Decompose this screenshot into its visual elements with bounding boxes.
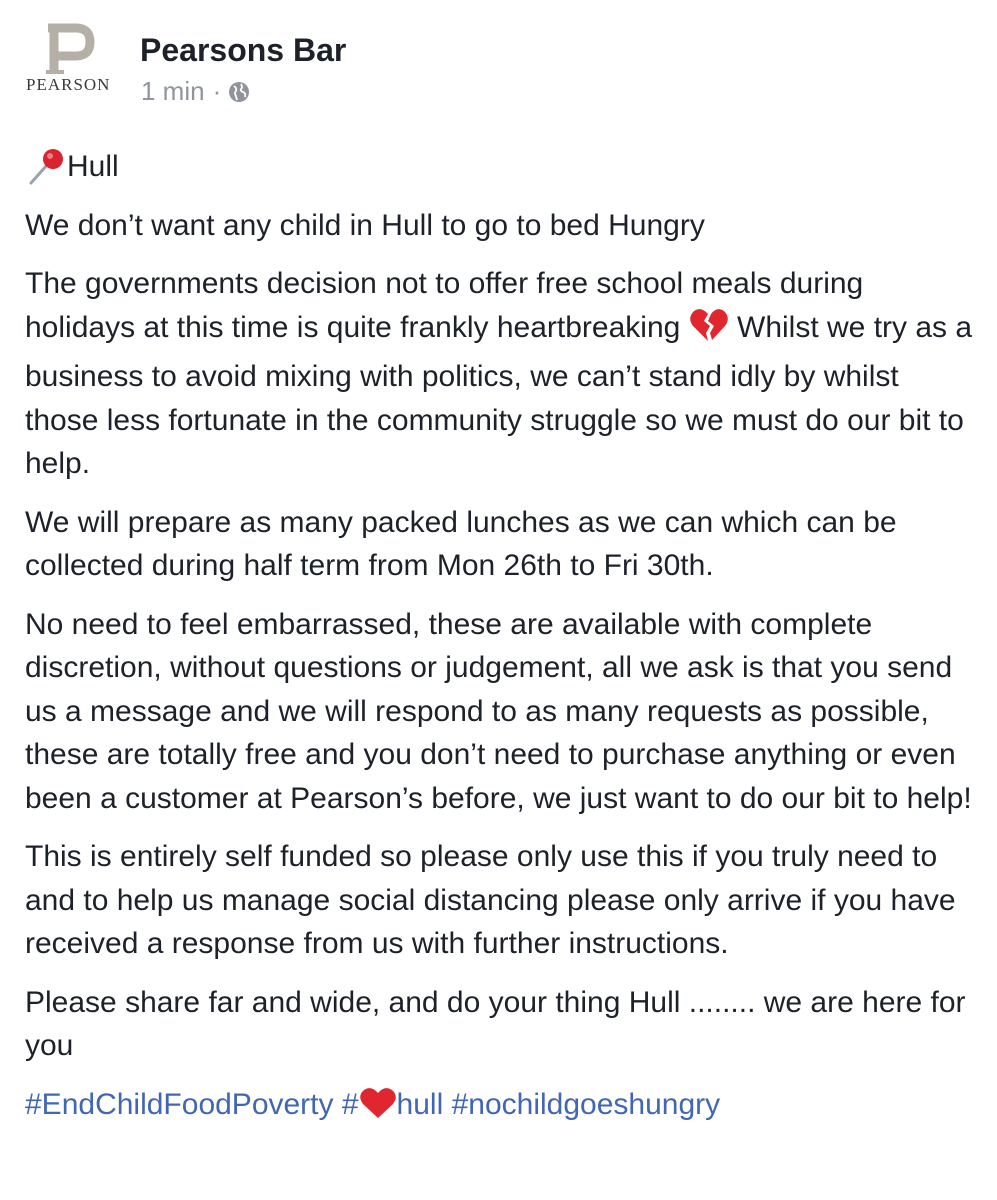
round-pushpin-icon: [25, 147, 67, 187]
page-name[interactable]: Pearsons Bar: [140, 32, 347, 68]
globe-icon[interactable]: [227, 80, 251, 104]
hashtag-heart-hull[interactable]: [342, 1088, 443, 1121]
paragraph-2: [25, 262, 975, 486]
paragraph-6: Please share far and wide, and do your thing Hull ........ we are here for you: [25, 985, 966, 1062]
paragraph-5: This is entirely self funded so please only use this if you truly need to and to help us manage social distancing please only arrive if you have received a response from us with further instructions.: [25, 840, 956, 960]
post-header: [0, 0, 997, 130]
paragraph-1: We don’t want any child in Hull to go to bed Hungry: [25, 208, 705, 242]
post-meta: [141, 76, 251, 107]
location-line: [25, 145, 975, 189]
paragraph-4: No need to feel embarrassed, these are available with complete discretion, without questions or judgement, all we ask is that you send us a message and we will respond to as many requests as possible, these are totally free and you don’t need to purchase anything or even been a customer at Pearson’s before, we just want to do our bit to help!: [25, 607, 972, 815]
paragraph-3: We will prepare as many packed lunches as we can which can be collected during half term from Mon 26th to Fri 30th.: [25, 505, 897, 582]
hashtag-end-child-food-poverty[interactable]: #EndChildFoodPoverty: [25, 1087, 334, 1121]
paragraph-2-b: Whilst we try as a business to avoid mixing with politics, we can’t stand idly by whilst those less fortunate in the community struggle so we must do our bit to help.: [25, 310, 973, 480]
hashtags: [25, 1083, 975, 1133]
hashtag-no-child-goes-hungry[interactable]: #nochildgoeshungry: [451, 1087, 721, 1121]
paragraph-2-a: The governments decision not to offer free school meals during holidays at this time is quite frankly heartbreaking: [25, 267, 864, 344]
red-heart-icon: [359, 1086, 397, 1133]
location-text: Hull: [67, 150, 119, 183]
avatar[interactable]: [24, 22, 124, 104]
avatar-text: PEARSON: [26, 75, 111, 94]
pearson-logo: [24, 22, 124, 104]
post-body: [25, 145, 975, 1147]
broken-heart-icon: [689, 307, 729, 356]
hashtag-suffix: hull: [396, 1087, 444, 1121]
timestamp[interactable]: 1 min: [141, 76, 205, 106]
meta-separator: ·: [212, 76, 222, 106]
hashtag-prefix: #: [341, 1087, 359, 1121]
